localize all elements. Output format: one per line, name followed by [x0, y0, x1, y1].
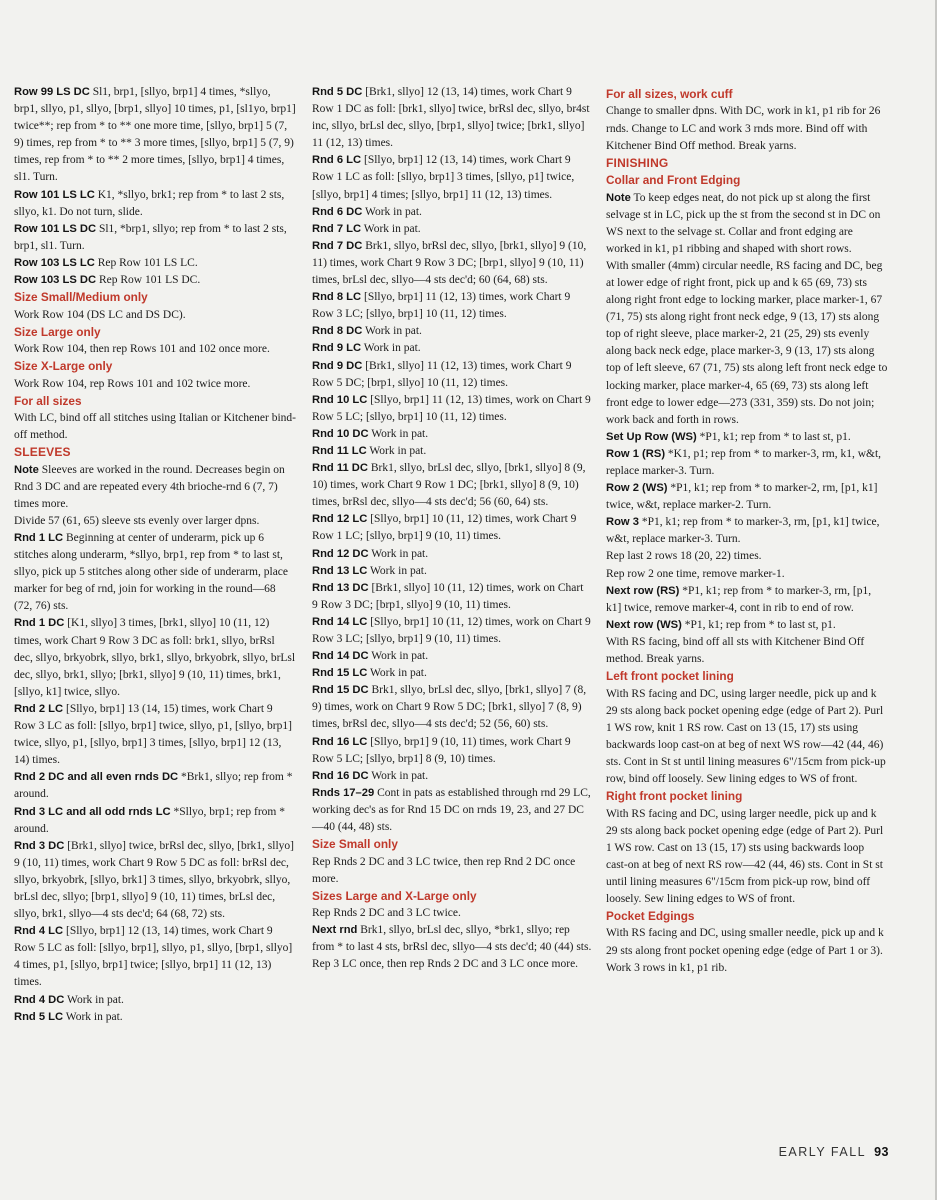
instruction-text: Rep row 2 one time, remove marker-1.	[606, 567, 785, 580]
instruction-text: *P1, k1; rep from * to last st, p1.	[696, 430, 851, 443]
step-label: Rnd 11 DC	[312, 462, 368, 475]
step-label: Rnd 9 LC	[312, 342, 362, 355]
instruction-paragraph	[312, 922, 592, 956]
instruction-paragraph	[606, 566, 888, 583]
instruction-paragraph	[14, 804, 296, 838]
step-label: Rnd 4 LC	[14, 925, 64, 938]
instruction-text: *Brk1, sllyo; rep from * around.	[14, 771, 293, 801]
step-label: Rnds 17–29	[312, 786, 375, 799]
section-heading: For all sizes, work cuff	[606, 87, 733, 101]
instruction-text: Sleeves are worked in the round. Decreases begin on Rnd 3 DC and are repeated every 4th brioche-rnd 6 (7, 7) times more.	[14, 463, 285, 510]
instruction-text: *P1, k1; rep from * to marker-2, rm, [p1, k1] twice, w&t, replace marker-2. Turn.	[606, 482, 878, 512]
instruction-paragraph	[312, 665, 592, 682]
instruction-text: [Sllyo, brp1] 11 (12, 13) times, work on Chart 9 Row 5 LC; [sllyo, brp1] 10 (11, 12) times.	[312, 393, 591, 423]
section-heading: Size Small only	[312, 837, 398, 852]
instruction-paragraph	[606, 446, 888, 480]
step-label: Rnd 1 LC	[14, 532, 64, 544]
section-heading: Pocket Edgings	[606, 909, 695, 924]
section-heading: Right front pocket lining	[606, 789, 743, 804]
page-number: 93	[874, 1145, 889, 1159]
instruction-text: Sl1, *brp1, sllyo; rep from * to last 2 sts, brp1, sl1. Turn.	[14, 222, 287, 252]
instruction-paragraph	[606, 634, 888, 668]
column-left	[14, 84, 296, 1026]
instruction-text: Brk1, sllyo, brLsl dec, sllyo, [brk1, sllyo] 7 (8, 9) times, work on Chart 9 Row 5 DC; [brk1, sllyo] 7 (8, 9) times, brRsl dec, sllyo—4 sts dec'd; 52 (56, 60) sts.	[312, 684, 587, 731]
step-label: Next rnd	[312, 924, 358, 937]
instruction-paragraph	[14, 462, 296, 513]
instruction-text: [Sllyo, brp1] 9 (10, 11) times, work Chart 9 Row 5 LC; [sllyo, brp1] 8 (9, 10) times.	[312, 735, 571, 765]
step-label: Row 99 LS DC	[14, 86, 90, 98]
instruction-paragraph	[14, 341, 296, 358]
instruction-paragraph	[606, 925, 888, 976]
instruction-paragraph	[606, 103, 888, 154]
step-label: Note	[14, 463, 39, 476]
instruction-text: Work Row 104, then rep Rows 101 and 102 once more.	[14, 343, 270, 356]
step-label: Row 103 LS LC	[14, 256, 95, 269]
instruction-text: *Sllyo, brp1; rep from * around.	[14, 805, 285, 835]
step-label: Rnd 3 DC	[14, 839, 65, 852]
instruction-paragraph	[312, 785, 592, 836]
instruction-paragraph	[14, 923, 296, 991]
instruction-paragraph	[606, 548, 888, 565]
instruction-text: Work in pat.	[368, 547, 429, 560]
instruction-paragraph	[312, 289, 592, 323]
instruction-text: *P1, k1; rep from * to marker-3, rm, [p1, k1] twice, remove marker-4, cont in rib to end of row.	[606, 584, 872, 614]
instruction-paragraph	[14, 221, 296, 255]
section-heading: Size Large only	[14, 324, 101, 339]
instruction-text: [Brk1, sllyo] 10 (11, 12) times, work on Chart 9 Row 3 DC; [brp1, sllyo] 9 (10, 11) times.	[312, 581, 584, 611]
instruction-text: With LC, bind off all stitches using Italian or Kitchener bind-off method.	[14, 412, 296, 442]
step-label: Rnd 5 LC	[14, 1010, 64, 1023]
instruction-text: Cont in pats as established through rnd 29 LC, working dec's as for Rnd 15 DC on rnds 19, 23, and 27 DC—40 (44, 48) sts.	[312, 786, 591, 834]
instruction-text: Work in pat.	[63, 1010, 123, 1023]
instruction-text: Rep 3 LC once, then rep Rnds 2 DC and 3 LC once more.	[312, 958, 579, 971]
step-label: Row 101 LS DC	[14, 222, 97, 235]
step-label: Rnd 15 LC	[312, 667, 368, 680]
instruction-text: With RS facing and DC, using larger needle, pick up and k 29 sts along back pocket opening edge (edge of Part 2). Purl 1 WS row. Cast on 13 (15, 17) sts using backwards loop cast-on at beg of next RS row—42 (44, 46) sts. Cont in St st until lining measures 6"/15cm from pick-up row, bind off loosely. Sew lining edges to WS of front.	[606, 807, 884, 905]
section-heading: Size Small/Medium only	[14, 290, 148, 305]
instruction-text: Work in pat.	[368, 427, 429, 440]
step-label: Rnd 2 LC	[14, 702, 64, 715]
instruction-text: Brk1, sllyo, brRsl dec, sllyo, [brk1, sllyo] 9 (10, 11) times, work Chart 9 Row 3 DC; [brp1, sllyo] 9 (10, 11) times, brLsl dec, sllyo—4 sts dec'd; 60 (64, 68) sts.	[312, 239, 587, 287]
instruction-text: Brk1, sllyo, brLsl dec, sllyo, *brk1, sllyo; rep from * to last 4 sts, brRsl dec, sllyo—4 sts dec'd; 40 (44) sts.	[312, 924, 592, 954]
instruction-text: K1, *sllyo, brk1; rep from * to last 2 sts, sllyo, k1. Do not turn, slide.	[14, 188, 285, 218]
step-label: Rnd 13 LC	[312, 564, 368, 577]
step-label: Row 103 LS DC	[14, 274, 97, 287]
step-label: Next row (WS)	[606, 618, 682, 631]
page-footer	[779, 1145, 889, 1159]
step-label: Rnd 6 DC	[312, 205, 363, 218]
instruction-paragraph	[312, 238, 592, 289]
instruction-paragraph	[606, 258, 888, 429]
instruction-text: To keep edges neat, do not pick up st along the first selvage st in LC, pick up the st from the second st in DC on WS next to the selvage st. Collar and front edging are worked in k1, p1 ribbing and shaped with short rows.	[606, 191, 881, 255]
instruction-paragraph	[312, 511, 592, 545]
instruction-text: [Brk1, sllyo] 11 (12, 13) times, work Chart 9 Row 5 DC; [brp1, sllyo] 10 (11, 12) times.	[312, 359, 572, 389]
instruction-paragraph	[312, 460, 592, 511]
instruction-text: [Sllyo, brp1] 11 (12, 13) times, work Chart 9 Row 3 LC; [sllyo, brp1] 10 (11, 12) times.	[312, 291, 571, 321]
instruction-paragraph	[14, 530, 296, 615]
instruction-text: With RS facing, bind off all sts with Kitchener Bind Off method. Break yarns.	[606, 635, 865, 666]
instruction-text: Brk1, sllyo, brLsl dec, sllyo, [brk1, sllyo] 8 (9, 10) times, work Chart 9 Row 1 DC; [brk1, sllyo] 8 (9, 10) times, brRsl dec, sllyo—4 sts dec'd; 56 (60, 64) sts.	[312, 462, 586, 509]
instruction-text: Work in pat.	[366, 444, 427, 457]
instruction-paragraph	[312, 221, 592, 238]
instruction-text: Rep Row 101 LS LC.	[94, 256, 198, 269]
step-label: Next row (RS)	[606, 584, 680, 597]
column-middle	[312, 84, 592, 974]
section-heading: For all sizes	[14, 393, 82, 408]
instruction-paragraph	[312, 204, 592, 221]
instruction-text: With RS facing and DC, using larger needle, pick up and k 29 sts along back pocket opening edge (edge of Part 2). Purl 1 WS row, knit 1 RS row. Cast on 13 (15, 17) sts using backwards loop cast-on at beg of next WS row—42 (44, 46) sts. Cont in St st until lining measures 6"/15cm from pick-up row, bind off loosely. Sew lining edges to WS of front.	[606, 687, 886, 785]
step-label: Rnd 3 LC and all odd rnds LC	[14, 805, 171, 818]
instruction-paragraph	[14, 410, 296, 444]
instruction-paragraph	[14, 187, 296, 221]
instruction-paragraph	[312, 734, 592, 768]
step-label: Rnd 8 DC	[312, 325, 363, 338]
instruction-text: Change to smaller dpns. With DC, work in k1, p1 rib for 26 rnds. Change to LC and work 3 rnds more. Bind off with Kitchener Bind Off method. Break yarns.	[606, 105, 881, 152]
instruction-paragraph	[14, 1009, 296, 1026]
instruction-text: Work in pat.	[368, 650, 429, 663]
instruction-text: Rep last 2 rows 18 (20, 22) times.	[606, 550, 762, 563]
instruction-text: *P1, k1; rep from * to last st, p1.	[681, 618, 836, 631]
instruction-text: Beginning at center of underarm, pick up 6 stitches along underarm, *sllyo, brp1, rep from * to last st, sllyo, pick up 5 stitches along other side of underarm, place marker for beg of rnd, join for working in the round—68 (72, 76) sts.	[14, 532, 289, 613]
step-label: Rnd 2 DC and all even rnds DC	[14, 771, 179, 784]
instruction-text: Work in pat.	[361, 342, 421, 355]
instruction-paragraph	[312, 84, 592, 152]
step-label: Rnd 11 LC	[312, 444, 367, 457]
step-label: Rnd 7 LC	[312, 222, 362, 235]
instruction-paragraph	[606, 480, 888, 514]
instruction-text: [Sllyo, brp1] 10 (11, 12) times, work Chart 9 Row 1 LC; [sllyo, brp1] 9 (10, 11) times.	[312, 513, 577, 543]
instruction-text: *K1, p1; rep from * to marker-3, rm, k1, w&t, replace marker-3. Turn.	[606, 447, 882, 477]
instruction-text: Work in pat.	[64, 993, 124, 1006]
instruction-text: Work in pat.	[367, 564, 427, 577]
instruction-paragraph	[606, 429, 888, 446]
instruction-text: Work in pat.	[362, 325, 422, 338]
instruction-text: Divide 57 (61, 65) sleeve sts evenly over larger dpns.	[14, 514, 260, 527]
instruction-paragraph	[312, 392, 592, 426]
instruction-paragraph	[312, 340, 592, 357]
instruction-paragraph	[312, 580, 592, 614]
instruction-text: [Sllyo, brp1] 12 (13, 14) times, work Chart 9 Row 5 LC as foll: [sllyo, brp1], sllyo, p1, sllyo, [brp1, sllyo] 4 times, p1, [sllyo, brp1] twice; [sllyo, brp1] 11 (12, 13) times.	[14, 925, 293, 989]
instruction-text: [K1, sllyo] 3 times, [brk1, sllyo] 10 (11, 12) times, work Chart 9 Row 3 DC as foll: brk1, sllyo, brRsl dec, sllyo, brkyobrk, sllyo, brk1, sllyo, brkyobrk, sllyo, brLsl dec, sllyo, brk1, sllyo; [brk1, sllyo] 9 (10, 11) times, brk1, [sllyo, k1] twice, sllyo.	[14, 617, 296, 698]
footer-section-title: EARLY FALL	[778, 1145, 867, 1159]
instruction-paragraph	[14, 307, 296, 324]
step-label: Rnd 12 DC	[312, 547, 369, 560]
section-heading: Sizes Large and X-Large only	[312, 888, 477, 903]
instruction-paragraph	[606, 686, 888, 789]
instruction-paragraph	[606, 583, 888, 617]
step-label: Rnd 9 DC	[312, 359, 363, 372]
instruction-paragraph	[312, 152, 592, 203]
instruction-paragraph	[312, 614, 592, 648]
step-label: Row 2 (WS)	[606, 482, 668, 495]
instruction-text: [Brk1, sllyo] twice, brRsl dec, sllyo, [brk1, sllyo] 9 (10, 11) times, work Chart 9 Row 5 DC as foll: brRsl dec, sllyo, brkyobrk, [sllyo, brk1] 3 times, sllyo, brkyobrk, sllyo, brLsl dec, sllyo; [brp1, sllyo] 9 (10, 11) times, brLsl dec, sllyo, brk1, sllyo—4 sts dec'd; 64 (68, 72) sts.	[14, 839, 294, 921]
instruction-text: Sl1, brp1, [sllyo, brp1] 4 times, *sllyo, brp1, sllyo, p1, sllyo, [brp1, sllyo] 10 times, p1, [sl1yo, brp1] twice**; rep from * to ** one more time, [sllyo, brp1] 5 (7, 9) times, rep from * to ** 3 more times, [sllyo, brp1] 5 (7, 9) times, rep from * to ** 2 more times, [sllyo, brp1] 4 times, sl1. Turn.	[14, 86, 296, 184]
instruction-paragraph	[312, 426, 592, 443]
step-label: Rnd 14 DC	[312, 650, 369, 663]
instruction-paragraph	[312, 768, 592, 785]
instruction-paragraph	[14, 992, 296, 1009]
instruction-text: Rep Row 101 LS DC.	[96, 274, 201, 287]
step-label: Row 1 (RS)	[606, 447, 666, 460]
column-right	[606, 86, 888, 977]
step-label: Row 3	[606, 516, 639, 529]
instruction-paragraph	[14, 513, 296, 530]
step-label: Rnd 6 LC	[312, 154, 362, 167]
section-heading: Left front pocket lining	[606, 669, 734, 684]
instruction-text: [Sllyo, brp1] 10 (11, 12) times, work on Chart 9 Row 3 LC; [sllyo, brp1] 9 (10, 11) times.	[312, 615, 591, 645]
instruction-paragraph	[312, 682, 592, 733]
step-label: Rnd 10 DC	[312, 427, 369, 440]
step-label: Rnd 8 LC	[312, 291, 362, 304]
instruction-paragraph	[312, 905, 592, 922]
instruction-paragraph	[312, 443, 592, 460]
instruction-text: [Sllyo, brp1] 13 (14, 15) times, work Chart 9 Row 3 LC as foll: [sllyo, brp1] twice, sllyo, p1, [sllyo, brp1] twice, sllyo, p1, [sllyo, brp1] 3 times, [sllyo, brp1] 12 (13, 14) times.	[14, 702, 292, 767]
step-label: Rnd 15 DC	[312, 684, 369, 697]
step-label: Rnd 14 LC	[312, 615, 368, 628]
instruction-paragraph	[14, 769, 296, 803]
section-heading: Size X-Large only	[14, 359, 113, 374]
instruction-text: Work in pat.	[367, 667, 427, 680]
instruction-text: Rep Rnds 2 DC and 3 LC twice.	[312, 907, 461, 920]
instruction-paragraph	[312, 563, 592, 580]
step-label: Set Up Row (WS)	[606, 430, 697, 443]
instruction-text: Work in pat.	[361, 222, 421, 235]
instruction-paragraph	[14, 272, 296, 289]
instruction-paragraph	[606, 806, 888, 909]
instruction-paragraph	[14, 255, 296, 272]
step-label: Rnd 4 DC	[14, 993, 65, 1006]
instruction-paragraph	[312, 648, 592, 665]
instruction-paragraph	[14, 84, 296, 187]
section-heading: FINISHING	[606, 155, 669, 170]
instruction-paragraph	[312, 956, 592, 973]
step-label: Rnd 10 LC	[312, 393, 368, 406]
step-label: Rnd 12 LC	[312, 513, 368, 526]
step-label: Rnd 1 DC	[14, 617, 65, 630]
instruction-paragraph	[14, 838, 296, 923]
step-label: Rnd 5 DC	[312, 86, 363, 98]
instruction-paragraph	[312, 854, 592, 888]
instruction-text: Work in pat.	[362, 205, 422, 218]
instruction-paragraph	[606, 190, 888, 258]
instruction-paragraph	[606, 617, 888, 634]
step-label: Note	[606, 191, 631, 204]
instruction-text: With smaller (4mm) circular needle, RS facing and DC, beg at lower edge of right front, pick up and k 65 (69, 73) sts along right front edge to locking marker, place marker-1, 67 (71, 75) sts along right front neck edge, 9 (13, 17) sts along top of right sleeve, place marker-2, 21 (25, 29) sts evenly along back neck edge, place marker-3, 9 (13, 17) sts along top of left sleeve, 67 (71, 75) sts along left front neck edge to locking marker, place marker-4, 65 (69, 73) sts along left front edge to lower edge—273 (331, 359) sts. Do not join; work back and forth in rows.	[606, 259, 888, 426]
instruction-text: [Sllyo, brp1] 12 (13, 14) times, work Chart 9 Row 1 LC as foll: [sllyo, brp1] 3 times, [sllyo, p1] twice, [sllyo, brp1] 4 times; [sllyo, brp1] 11 (12, 13) times.	[312, 154, 575, 201]
section-heading: Collar and Front Edging	[606, 173, 741, 188]
instruction-text: Work Row 104, rep Rows 101 and 102 twice more.	[14, 377, 251, 390]
instruction-paragraph	[14, 615, 296, 700]
step-label: Rnd 7 DC	[312, 239, 363, 252]
instruction-text: Work Row 104 (DS LC and DS DC).	[14, 308, 186, 321]
instruction-text: *P1, k1; rep from * to marker-3, rm, [p1, k1] twice, w&t, replace marker-3. Turn.	[606, 516, 880, 546]
instruction-text: Work in pat.	[368, 769, 429, 782]
instruction-paragraph	[312, 323, 592, 340]
instruction-paragraph	[14, 701, 296, 769]
instruction-text: [Brk1, sllyo] 12 (13, 14) times, work Chart 9 Row 1 DC as foll: [brk1, sllyo] twice, brRsl dec, sllyo, br4st inc, sllyo, brLsl dec, sllyo, [brp1, sllyo] twice; [brk1, sllyo] 11 (12, 13) times.	[312, 86, 590, 150]
instruction-text: With RS facing and DC, using smaller needle, pick up and k 29 sts along front pocket opening edge (edge of Part 1 or 3). Work 3 rows in k1, p1 rib.	[606, 927, 884, 974]
instruction-text: Rep Rnds 2 DC and 3 LC twice, then rep Rnd 2 DC once more.	[312, 855, 576, 885]
instruction-paragraph	[312, 358, 592, 392]
step-label: Rnd 13 DC	[312, 581, 369, 594]
section-heading: SLEEVES	[14, 445, 71, 460]
instruction-paragraph	[14, 376, 296, 393]
step-label: Row 101 LS LC	[14, 188, 95, 201]
instruction-paragraph	[606, 514, 888, 548]
instruction-paragraph	[312, 546, 592, 563]
step-label: Rnd 16 LC	[312, 735, 368, 748]
step-label: Rnd 16 DC	[312, 769, 369, 782]
